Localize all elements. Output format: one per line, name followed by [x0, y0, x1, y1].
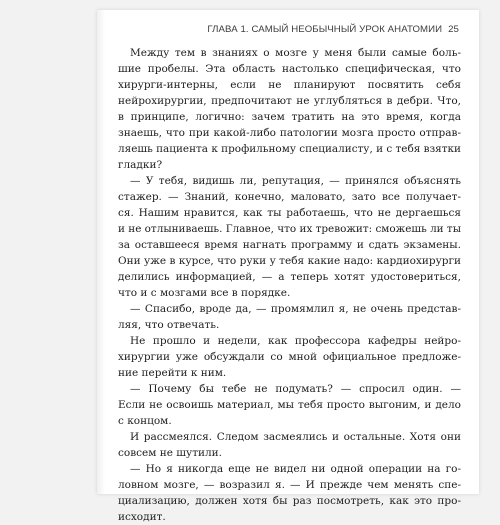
text-line: Они уже в курсе, что руки у тебя какие надо: кардиохирурги — [118, 255, 461, 267]
text-line: ние перейти к ним. — [118, 367, 227, 379]
text-line: ловном мозге, — возразил я. — И прежде чем менять спе- — [118, 479, 461, 491]
text-line: И рассмеялся. Следом засмеялись и остальные. Хотя они — [130, 431, 461, 443]
text-line: Если не освоишь материал, мы тебя просто выгоним, и дело — [118, 399, 461, 411]
text-line: знаешь, что при какой-либо патологии мозга просто отправ- — [118, 127, 461, 139]
page-number: 25 — [448, 24, 459, 35]
text-line: стажер. — Знаний, конечно, маловато, зато все получает- — [118, 191, 461, 203]
text-line: гладки? — [118, 159, 163, 171]
text-line: за оставшееся время нагнать программу и сдать экзамены. — [118, 239, 461, 251]
chapter-title: ГЛАВА 1. САМЫЙ НЕОБЫЧНЫЙ УРОК АНАТОМИИ — [207, 24, 443, 35]
text-line: делились информацией, — а теперь хотят удостовериться, — [118, 271, 461, 283]
text-line: совсем не шутили. — [118, 447, 223, 459]
running-head — [133, 24, 459, 35]
text-line: и не отлыниваешь. Главное, что их тревожит: сможешь ли ты — [118, 223, 461, 235]
text-line: шие пробелы. Эта область настолько специфическая, что — [118, 63, 461, 75]
text-line: хирурги-интерны, если не планируют посвятить себя — [118, 79, 461, 91]
text-line: — Почему бы тебе не подумать? — спросил один. — — [130, 383, 461, 395]
page-gutter-shadow — [97, 10, 105, 494]
text-line: — Спасибо, вроде да, — промямлил я, не очень представ- — [130, 303, 461, 315]
text-line: Между тем в знаниях о мозге у меня были самые боль- — [130, 47, 461, 59]
text-line: ляешь пациента к профильному специалисту, и с тебя взятки — [118, 143, 461, 155]
text-line: Не прошло и недели, как профессора кафедры нейро- — [130, 335, 461, 347]
text-line: ляя, что отвечать. — [118, 319, 220, 331]
body-text — [118, 45, 461, 525]
text-line: нейрохирургии, предпочитают не углубляться в дебри. Что, — [118, 95, 461, 107]
text-line: — У тебя, видишь ли, репутация, — принялся объяснять — [130, 175, 461, 187]
text-line: ся. Нашим нравится, как ты работаешь, что не дергаешься — [118, 207, 461, 219]
text-line: циализацию, должен хотя бы раз посмотреть, как это про- — [118, 495, 461, 507]
text-line: — Но я никогда еще не видел ни одной операции на го- — [130, 463, 461, 475]
text-line: с концом. — [118, 415, 172, 427]
text-line: хирургии уже обсуждали со мной официальное предложе- — [118, 351, 461, 363]
text-line: в принципе, логично: зачем тратить на это время, когда — [118, 111, 461, 123]
text-line: что и с мозгами все в порядке. — [118, 287, 291, 299]
text-line: исходит. — [118, 511, 166, 523]
book-page — [97, 10, 479, 523]
